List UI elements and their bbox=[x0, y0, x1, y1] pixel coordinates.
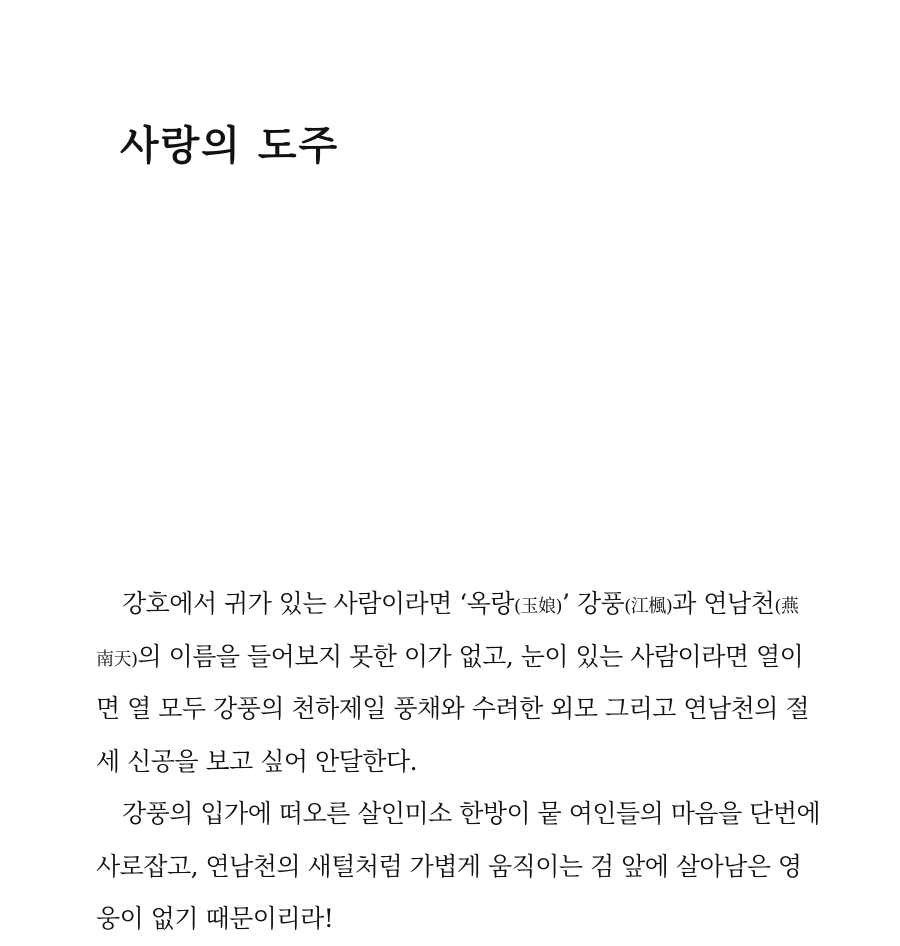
body-text bbox=[96, 578, 821, 946]
hanja-annotation: 南天) bbox=[96, 648, 138, 670]
body-line: 사로잡고, 연남천의 새털처럼 가볍게 움직이는 검 앞에 살아남은 영 bbox=[96, 851, 802, 881]
body-line: 세 신공을 보고 싶어 안달한다. bbox=[96, 746, 418, 776]
text-run: 의 이름을 들어보지 못한 이가 없고, 눈이 있는 사람이라면 열이 bbox=[137, 641, 804, 671]
hanja-annotation: (江楓) bbox=[624, 596, 673, 617]
body-line bbox=[96, 578, 812, 631]
text-run: 과 연남천 bbox=[672, 589, 775, 618]
body-line: 웅이 없기 때문이리라! bbox=[96, 904, 334, 933]
text-run: ’ 강풍 bbox=[562, 589, 625, 618]
hanja-annotation: (玉娘) bbox=[514, 596, 563, 617]
body-line bbox=[96, 631, 812, 684]
hanja-annotation: (燕 bbox=[774, 596, 799, 617]
chapter-title: 사랑의 도주 bbox=[120, 122, 340, 169]
text-run: 강호에서 귀가 있는 사람이라면 ‘옥랑 bbox=[122, 589, 514, 618]
body-line: 강풍의 입가에 떠오른 살인미소 한방이 뭍 여인들의 마음을 단번에 bbox=[122, 799, 821, 828]
body-line: 면 열 모두 강풍의 천하제일 풍채와 수려한 외모 그리고 연남천의 절 bbox=[96, 694, 810, 723]
